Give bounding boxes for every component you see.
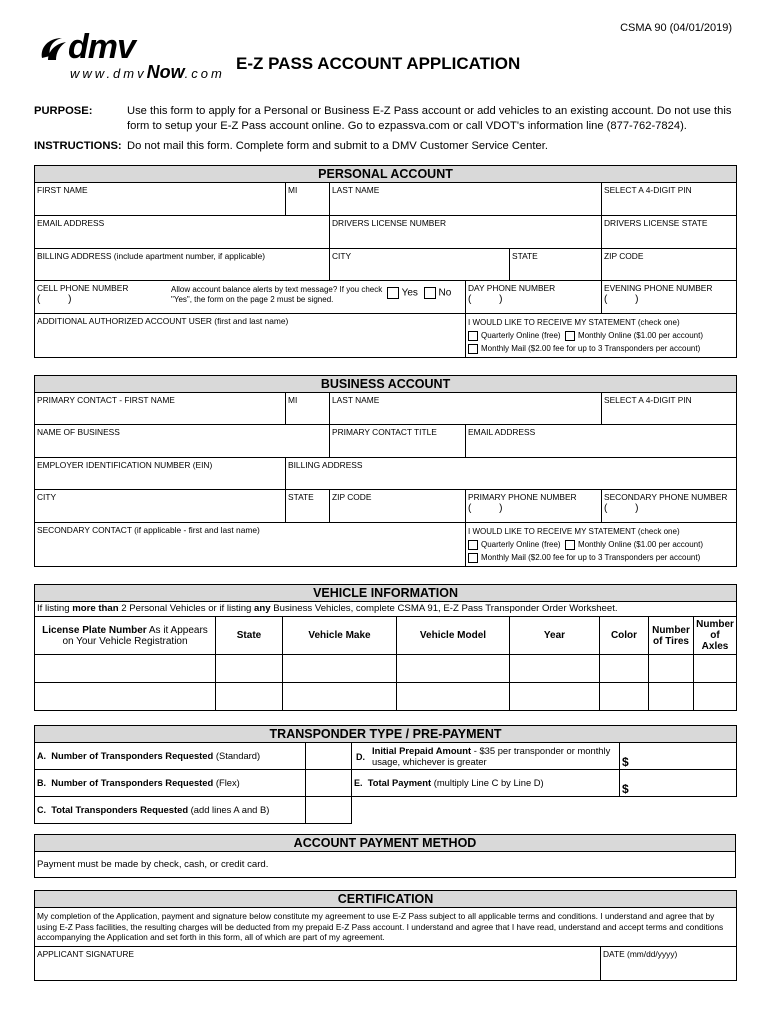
vehicle-note: [35, 602, 737, 617]
last-name-field[interactable]: [330, 183, 602, 216]
vehicle-note-more-than: more than: [72, 603, 119, 614]
ein-label: EMPLOYER IDENTIFICATION NUMBER (EIN): [37, 460, 213, 470]
vehicle-1-year-input[interactable]: [510, 655, 600, 683]
instructions-text: Do not mail this form. Complete form and submit to a DMV Customer Service Center.: [127, 140, 548, 152]
business-billing-field[interactable]: [286, 458, 737, 490]
col-state: State: [216, 617, 283, 655]
primary-phone-field[interactable]: [466, 490, 602, 523]
vehicle-information-title: VEHICLE INFORMATION: [35, 585, 737, 602]
business-name-field[interactable]: [35, 425, 330, 458]
purpose-block: [34, 104, 744, 132]
business-quarterly-online-checkbox[interactable]: [468, 540, 478, 550]
business-monthly-online-label: Monthly Online ($1.00 per account): [578, 540, 704, 549]
line-d-bold: Initial Prepaid Amount: [372, 745, 472, 756]
business-statement-row-1: [468, 538, 734, 551]
col-license-plate-bold: License Plate Number: [42, 624, 147, 636]
billing-address-field[interactable]: [35, 249, 330, 281]
state-field[interactable]: [510, 249, 602, 281]
vehicle-note-part-3: Business Vehicles, complete CSMA 91, E-Z Pass Transponder Order Worksheet.: [270, 603, 618, 614]
statement-options: [466, 314, 737, 358]
certification-title: CERTIFICATION: [35, 891, 737, 908]
line-d-input[interactable]: $: [620, 743, 737, 770]
signature-label: APPLICANT SIGNATURE: [37, 948, 134, 959]
dmv-swoosh-icon: [38, 34, 68, 64]
statement-row-2: [468, 342, 734, 355]
last-name-label: LAST NAME: [332, 185, 380, 195]
line-c-input[interactable]: [306, 797, 352, 824]
vehicle-1-color-input[interactable]: [600, 655, 649, 683]
signature-field[interactable]: [35, 946, 601, 980]
alert-yes-label: Yes: [401, 287, 418, 299]
line-b-rest: (Flex): [213, 777, 240, 788]
line-a-letter: A.: [37, 751, 46, 761]
day-phone-field[interactable]: [466, 281, 602, 314]
certification-section: [34, 890, 737, 981]
date-field[interactable]: [601, 946, 737, 980]
monthly-mail-checkbox[interactable]: [468, 344, 478, 354]
city-label: CITY: [332, 251, 352, 261]
statement-title: I WOULD LIKE TO RECEIVE MY STATEMENT (check one): [468, 318, 680, 327]
monthly-mail-label: Monthly Mail ($2.00 fee for up to 3 Transponders per account): [481, 344, 701, 353]
vehicle-2-color-input[interactable]: [600, 683, 649, 711]
pin-label: SELECT A 4-DIGIT PIN: [604, 185, 692, 195]
business-city-label: CITY: [37, 492, 57, 502]
email-label: EMAIL ADDRESS: [37, 218, 105, 228]
line-b-letter: B.: [37, 778, 46, 788]
business-monthly-mail-label: Monthly Mail ($2.00 fee for up to 3 Transponders per account): [481, 553, 701, 562]
business-zip-field[interactable]: [330, 490, 466, 523]
instructions-label: INSTRUCTIONS:: [34, 140, 122, 152]
payment-method-text: Payment must be made by check, cash, or credit card.: [35, 852, 736, 878]
business-state-field[interactable]: [286, 490, 330, 523]
line-a-bold: Number of Transponders Requested: [51, 750, 214, 761]
vehicle-2-tires-input[interactable]: [649, 683, 694, 711]
mi-label: MI: [288, 185, 298, 195]
vehicle-1-tires-input[interactable]: [649, 655, 694, 683]
business-city-field[interactable]: [35, 490, 286, 523]
form-code: CSMA 90 (04/01/2019): [620, 22, 732, 34]
cell-phone-label: CELL PHONE NUMBER: [37, 283, 129, 293]
instructions-block: [34, 139, 548, 154]
contact-title-label: PRIMARY CONTACT TITLE: [332, 427, 437, 437]
contact-first-name-field[interactable]: [35, 393, 286, 425]
payment-method-title: ACCOUNT PAYMENT METHOD: [35, 835, 736, 852]
vehicle-2-state-input[interactable]: [216, 683, 283, 711]
primary-phone-label: PRIMARY PHONE NUMBER: [468, 492, 577, 502]
line-c-letter: C.: [37, 805, 46, 815]
line-c-bold: Total Transponders Requested: [51, 804, 189, 815]
col-year: Year: [510, 617, 600, 655]
quarterly-online-checkbox[interactable]: [468, 331, 478, 341]
zip-field[interactable]: [602, 249, 737, 281]
business-monthly-online-checkbox[interactable]: [565, 540, 575, 550]
vehicle-note-part-2: 2 Personal Vehicles or if listing: [118, 603, 255, 614]
secondary-contact-label: SECONDARY CONTACT (if applicable - first and last name): [37, 525, 260, 535]
business-last-name-label: LAST NAME: [332, 395, 380, 405]
line-d-rest: - $35 per transponder or monthly usage, whichever is greater: [372, 745, 611, 767]
vehicle-1-model-input[interactable]: [397, 655, 510, 683]
quarterly-online-label: Quarterly Online (free): [481, 331, 561, 340]
secondary-phone-parens: ( ): [604, 503, 639, 514]
purpose-label: PURPOSE:: [34, 105, 93, 117]
mi-field[interactable]: [286, 183, 330, 216]
business-statement-title: I WOULD LIKE TO RECEIVE MY STATEMENT (check one): [468, 527, 680, 536]
vehicle-2-plate-input[interactable]: [35, 683, 216, 711]
business-name-label: NAME OF BUSINESS: [37, 427, 120, 437]
business-email-field[interactable]: [466, 425, 737, 458]
line-b-input[interactable]: [306, 770, 352, 797]
vehicle-1-plate-input[interactable]: [35, 655, 216, 683]
alert-no-label: No: [438, 287, 452, 299]
purpose-text: Use this form to apply for a Personal or Business E-Z Pass account or add vehicles to an existing account. Do not use this form to setup your E-Z Pass account online. Go to ezpassva.com or call VDOT's information line (877-762-7824).: [127, 105, 732, 132]
state-label: STATE: [512, 251, 538, 261]
vehicle-note-part-1: If listing: [37, 603, 73, 614]
business-statement-row-2: [468, 551, 734, 564]
transponder-title: TRANSPONDER TYPE / PRE-PAYMENT: [35, 726, 737, 743]
logo-url-suffix: .com: [184, 66, 225, 81]
text-alert-options: [387, 287, 451, 299]
monthly-online-label: Monthly Online ($1.00 per account): [578, 331, 704, 340]
monthly-online-checkbox[interactable]: [565, 331, 575, 341]
line-c-rest: (add lines A and B): [188, 804, 270, 815]
cell-phone-field[interactable]: [35, 281, 466, 314]
secondary-contact-field[interactable]: [35, 523, 466, 567]
line-e-rest: (multiply Line C by Line D): [431, 777, 544, 788]
line-e-letter: E.: [354, 778, 363, 788]
line-c-label: [35, 797, 306, 824]
vehicle-note-any: any: [254, 603, 271, 614]
alert-no-checkbox[interactable]: [424, 287, 436, 299]
line-e-input[interactable]: $: [620, 770, 737, 797]
business-mi-label: MI: [288, 395, 298, 405]
line-e-bold: Total Payment: [367, 777, 432, 788]
business-account-title: BUSINESS ACCOUNT: [35, 376, 737, 393]
first-name-field[interactable]: [35, 183, 286, 216]
cell-phone-parens: ( ): [37, 294, 72, 305]
vehicle-1-axles-input[interactable]: [694, 655, 737, 683]
billing-address-label: BILLING ADDRESS (include apartment number, if applicable): [37, 251, 266, 261]
logo-url-prefix: www.dmv: [70, 66, 147, 81]
authorized-user-label: ADDITIONAL AUTHORIZED ACCOUNT USER (first and last name): [37, 316, 289, 326]
vehicle-2-make-input[interactable]: [283, 683, 397, 711]
vehicle-2-year-input[interactable]: [510, 683, 600, 711]
certification-text: My completion of the Application, payment and signature below constitute my agreement to use E-Z Pass subject to all applicable terms and conditions. I understand and agree that by using E-Z Pass facilities, the resulting charges will be deducted from my prepaid E-Z Pass account. I understand and agree that I have read, understand and accept terms and conditions accompanying the Application and set forth in this form, all of which are part of my agreement.: [35, 908, 737, 947]
col-license-plate: [35, 617, 216, 655]
business-last-name-field[interactable]: [330, 393, 602, 425]
email-field[interactable]: [35, 216, 330, 249]
alert-yes-checkbox[interactable]: [387, 287, 399, 299]
dmv-logo: [34, 28, 225, 82]
personal-account-title: PERSONAL ACCOUNT: [35, 166, 737, 183]
contact-first-name-label: PRIMARY CONTACT - FIRST NAME: [37, 395, 175, 405]
line-a-input[interactable]: [306, 743, 352, 770]
col-color: Color: [600, 617, 649, 655]
col-license-plate-rest: As it Appears on Your Vehicle Registration: [62, 624, 208, 647]
evening-phone-field[interactable]: [602, 281, 737, 314]
logo-dmv-text: dmv: [68, 28, 135, 66]
vehicle-2-axles-input[interactable]: [694, 683, 737, 711]
contact-title-field[interactable]: [330, 425, 466, 458]
vehicle-1-make-input[interactable]: [283, 655, 397, 683]
business-monthly-mail-checkbox[interactable]: [468, 553, 478, 563]
text-alert-question: Allow account balance alerts by text message? If you check "Yes", the form on the page 2 must be signed.: [171, 285, 383, 304]
evening-phone-parens: ( ): [604, 294, 639, 305]
business-billing-label: BILLING ADDRESS: [288, 460, 363, 470]
vehicle-information-section: [34, 584, 737, 711]
pin-field[interactable]: [602, 183, 737, 216]
dl-number-label: DRIVERS LICENSE NUMBER: [332, 218, 447, 228]
first-name-label: FIRST NAME: [37, 185, 88, 195]
line-e-label: [352, 770, 620, 797]
business-zip-label: ZIP CODE: [332, 492, 372, 502]
line-d-letter: D.: [356, 752, 365, 762]
business-statement-options: [466, 523, 737, 567]
logo-url-now: Now: [146, 62, 185, 82]
authorized-user-field[interactable]: [35, 314, 466, 358]
business-state-label: STATE: [288, 492, 314, 502]
line-c-spacer: [352, 797, 737, 824]
payment-method-section: [34, 834, 736, 878]
city-field[interactable]: [330, 249, 510, 281]
col-number-of-axles: Number of Axles: [694, 617, 737, 655]
line-a-rest: (Standard): [213, 750, 261, 761]
ein-field[interactable]: [35, 458, 286, 490]
business-mi-field[interactable]: [286, 393, 330, 425]
business-pin-label: SELECT A 4-DIGIT PIN: [604, 395, 692, 405]
col-vehicle-model: Vehicle Model: [397, 617, 510, 655]
secondary-phone-label: SECONDARY PHONE NUMBER: [604, 492, 728, 502]
secondary-phone-field[interactable]: [602, 490, 737, 523]
personal-account-section: [34, 165, 737, 358]
business-email-label: EMAIL ADDRESS: [468, 427, 536, 437]
business-quarterly-online-label: Quarterly Online (free): [481, 540, 561, 549]
zip-label: ZIP CODE: [604, 251, 644, 261]
primary-phone-parens: ( ): [468, 503, 503, 514]
line-b-bold: Number of Transponders Requested: [51, 777, 214, 788]
logo-url: [70, 62, 225, 83]
evening-phone-label: EVENING PHONE NUMBER: [604, 283, 713, 293]
dl-state-label: DRIVERS LICENSE STATE: [604, 218, 708, 228]
line-a-label: [35, 743, 306, 770]
line-b-label: [35, 770, 306, 797]
col-vehicle-make: Vehicle Make: [283, 617, 397, 655]
line-d-label: [352, 743, 620, 770]
statement-row-1: [468, 329, 734, 342]
vehicle-2-model-input[interactable]: [397, 683, 510, 711]
day-phone-label: DAY PHONE NUMBER: [468, 283, 556, 293]
business-account-section: [34, 375, 737, 567]
col-number-of-tires: Number of Tires: [649, 617, 694, 655]
business-pin-field[interactable]: [602, 393, 737, 425]
transponder-section: [34, 725, 737, 824]
day-phone-parens: ( ): [468, 294, 503, 305]
vehicle-1-state-input[interactable]: [216, 655, 283, 683]
dl-state-field[interactable]: [602, 216, 737, 249]
vehicle-row-2: [35, 683, 737, 711]
vehicle-row-1: [35, 655, 737, 683]
dl-number-field[interactable]: [330, 216, 602, 249]
date-label: DATE (mm/dd/yyyy): [603, 948, 678, 959]
form-title: E-Z PASS ACCOUNT APPLICATION: [236, 54, 521, 73]
